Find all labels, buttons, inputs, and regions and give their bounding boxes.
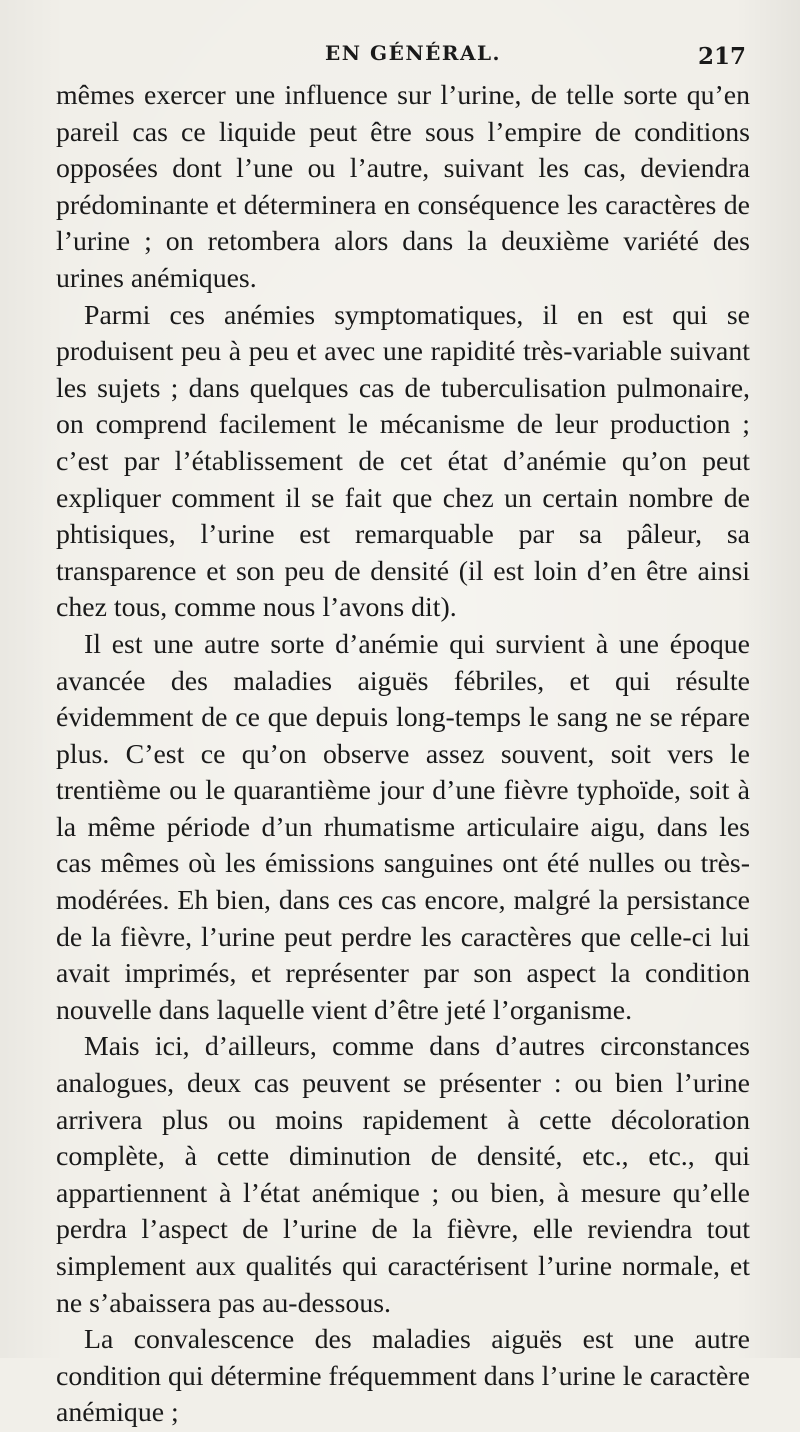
paragraph: Il est une autre sorte d’anémie qui survient à une époque avancée des maladies aiguës fébriles, et qui résulte évidemment de ce que depuis long-temps le sang ne se répare plus. C’est ce qu’on observe assez souvent, soit vers le trentième ou le quarantième jour d’une fièvre typhoïde, soit à la même période d’un rhumatisme articulaire aigu, dans les cas mêmes où les émissions sanguines ont été nulles ou très-modérées. Eh bien, dans ces cas encore, malgré la persistance de la fièvre, l’urine peut perdre les caractères que celle-ci lui avait imprimés, et représenter par son aspect la condition nouvelle dans laquelle vient d’être jeté l’organisme. [56, 628, 750, 1026]
paragraph: Parmi ces anémies symptomatiques, il en est qui se produisent peu à peu et avec une rapidité très-variable suivant les sujets ; dans quelques cas de tuberculisation pulmonaire, on comprend facilement le mécanisme de leur production ; c’est par l’établissement de cet état d’anémie qu’on peut expliquer comment il se fait que chez un certain nombre de phtisiques, l’urine est remarquable par sa pâleur, sa transparence et son peu de densité (il est loin d’en être ainsi chez tous, comme nous l’avons dit). [56, 299, 750, 624]
body-text [56, 78, 750, 1432]
running-title: EN GÉNÉRAL. [325, 41, 502, 65]
paragraph: La convalescence des maladies aiguës est une autre condition qui détermine fréquemment dans l’urine le caractère anémique ; [56, 1324, 750, 1429]
page-header [0, 38, 800, 78]
paragraph-continued: mêmes exercer une influence sur l’urine, de telle sorte qu’en pareil cas ce liquide peut être sous l’empire de conditions opposées dont l’une ou l’autre, suivant les cas, deviendra prédominante et déterminera en conséquence les caractères de l’urine ; on retombera alors dans la deuxième variété des urines anémiques. [56, 80, 750, 294]
page-number: 217 [698, 43, 747, 70]
paragraph: Mais ici, d’ailleurs, comme dans d’autres circonstances analogues, deux cas peuvent se présenter : ou bien l’urine arrivera plus ou moins rapidement à cette décoloration complète, à cette diminution de densité, etc., etc., qui appartiennent à l’état anémique ; ou bien, à mesure qu’elle perdra l’aspect de l’urine de la fièvre, elle reviendra tout simplement aux qualités qui caractérisent l’urine normale, et ne s’abaissera pas au-dessous. [56, 1031, 750, 1319]
